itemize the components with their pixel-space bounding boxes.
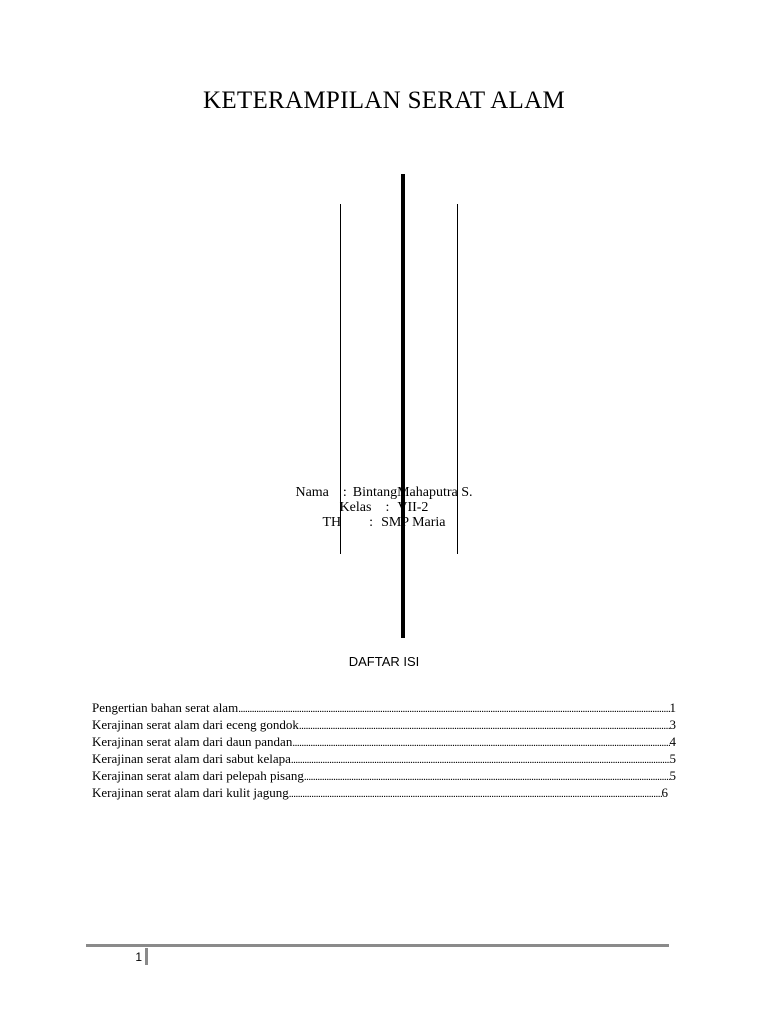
class-label: Kelas (339, 500, 372, 515)
toc-entry-page: 5 (669, 751, 676, 766)
toc-entry-page: 1 (669, 700, 676, 715)
name-label: Nama (295, 485, 329, 500)
class-value: VII-2 (397, 500, 429, 515)
toc-entry-page: 4 (669, 734, 676, 749)
school-value: SMP Maria (381, 515, 446, 530)
school-row (0, 515, 768, 531)
toc-leader-dots (292, 735, 669, 751)
school-separator: : (369, 515, 374, 530)
toc-entry-label: Kerajinan serat alam dari sabut kelapa (92, 751, 291, 766)
toc-leader-dots (289, 786, 662, 802)
toc-entry[interactable] (92, 700, 676, 717)
footer-rule (86, 944, 669, 947)
toc-entry[interactable] (92, 717, 676, 734)
class-row (0, 500, 768, 516)
toc-entry-page: 3 (669, 717, 676, 732)
name-separator: : (342, 485, 347, 500)
toc-entry-label: Kerajinan serat alam dari kulit jagung (92, 785, 289, 800)
toc-entry-label: Kerajinan serat alam dari eceng gondok (92, 717, 299, 732)
toc-leader-dots (299, 718, 670, 734)
vertical-line-center (401, 174, 405, 638)
toc-entry[interactable] (92, 785, 676, 802)
toc-heading: DAFTAR ISI (348, 654, 420, 669)
toc-entry-label: Pengertian bahan serat alam (92, 700, 239, 715)
name-value: BintangMahaputra S. (352, 485, 473, 500)
toc-entry-label: Kerajinan serat alam dari daun pandan (92, 734, 293, 749)
toc-leader-dots (291, 752, 670, 768)
toc-entry-page: 6 (661, 785, 668, 800)
toc-leader-dots (238, 701, 669, 717)
page-number: 1 (135, 950, 142, 964)
school-label: TH (322, 515, 342, 530)
page-number-bar (145, 948, 148, 965)
toc-entry-label: Kerajinan serat alam dari pelepah pisang (92, 768, 304, 783)
toc-entry[interactable] (92, 751, 676, 768)
toc-entry[interactable] (92, 734, 676, 751)
toc-leader-dots (304, 769, 670, 785)
document-title: KETERAMPILAN SERAT ALAM (202, 87, 565, 114)
class-separator: : (385, 500, 390, 515)
toc-entry-page: 5 (669, 768, 676, 783)
name-row (0, 485, 768, 501)
toc-entry[interactable] (92, 768, 676, 785)
table-of-contents (92, 700, 676, 802)
